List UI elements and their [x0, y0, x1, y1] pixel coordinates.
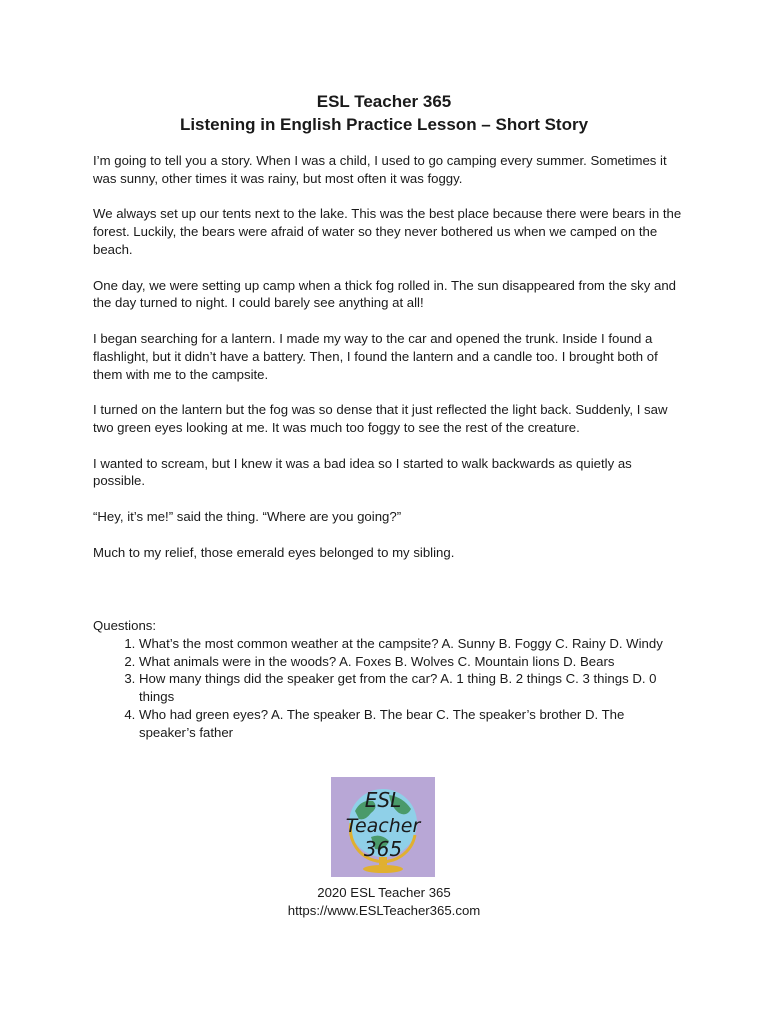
story-paragraph-2: We always set up our tents next to the lake. This was the best place because there were bears in the forest. Luckily, the bears were afraid of water so they never bothered us when we camped on the beach.: [93, 206, 682, 257]
questions-section: [93, 617, 683, 742]
story-paragraph-7: “Hey, it’s me!” said the thing. “Where are you going?”: [93, 508, 402, 524]
question-item: 1. What’s the most common weather at the campsite? A. Sunny B. Foggy C. Rainy D. Windy: [139, 635, 683, 653]
logo-text-1: ESL: [364, 788, 402, 812]
document-title: [0, 90, 768, 136]
story-paragraph-8: Much to my relief, those emerald eyes belonged to my sibling.: [93, 544, 455, 560]
question-item: 3. How many things did the speaker get from the car? A. 1 thing B. 2 things C. 3 things D. 0 things: [139, 670, 683, 706]
story-paragraph-5: I turned on the lantern but the fog was so dense that it just reflected the light back. Suddenly, I saw two green eyes looking at me. It was much too foggy to see the rest of the creature.: [93, 402, 668, 435]
website-url: https://www.ESLTeacher365.com: [287, 902, 481, 918]
story-paragraph-6: I wanted to scream, but I knew it was a bad idea so I started to walk backwards as quietly as possible.: [93, 455, 632, 489]
question-item: 4. Who had green eyes? A. The speaker B. The bear C. The speaker’s brother D. The speaker’s father: [139, 706, 683, 742]
story-paragraph-4: I began searching for a lantern. I made my way to the car and opened the trunk. Inside I found a flashlight, but it didn’t have a battery. Then, I found the lantern and a candle too. I brought both of them with me to the campsite.: [93, 330, 658, 382]
story-body: [93, 152, 683, 579]
copyright-text: 2020 ESL Teacher 365: [317, 885, 451, 900]
question-item: 2. What animals were in the woods? A. Foxes B. Wolves C. Mountain lions D. Bears: [139, 653, 683, 671]
title-line-2: Listening in English Practice Lesson – Short Story: [179, 115, 589, 134]
document-footer: [0, 884, 768, 919]
title-line-1: ESL Teacher 365: [316, 92, 452, 111]
globe-logo-icon: [331, 777, 435, 877]
story-paragraph-3: One day, we were setting up camp when a thick fog rolled in. The sun disappeared from the sky and the day turned to night. I could barely see anything at all!: [93, 277, 677, 311]
questions-list: [93, 635, 683, 742]
esl-teacher-logo: [331, 777, 435, 877]
story-paragraph-1: I’m going to tell you a story. When I was a child, I used to go camping every summer. Sometimes it was sunny, other times it was rainy, but most often it was foggy.: [93, 153, 667, 186]
logo-text-2: Teacher: [345, 815, 421, 837]
questions-heading: Questions:: [93, 618, 157, 633]
logo-text-3: 365: [363, 837, 403, 861]
